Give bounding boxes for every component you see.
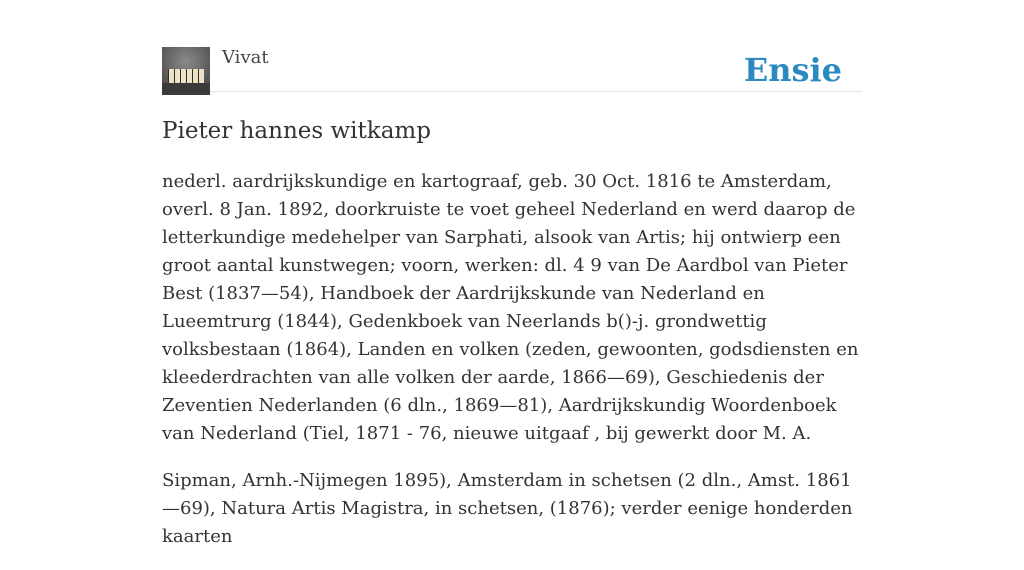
- article-title: Pieter hannes witkamp: [162, 118, 431, 144]
- article-paragraph: Sipman, Arnh.-Nijmegen 1895), Amsterdam in schetsen (2 dln., Amst. 1861—69), Natura Artis Magistra, in schetsen, (1876); verder eenige honderden kaarten: [162, 470, 853, 547]
- header: [162, 45, 862, 92]
- article-paragraph: nederl. aardrijkskundige en kartograaf, geb. 30 Oct. 1816 te Amsterdam, overl. 8 Jan. 1892, doorkruiste te voet geheel Nederland en werd daarop de letterkundige medehelper van Sarphati, alsook van Artis; hij ontwierp een groot aantal kunstwegen; voorn, werken: dl. 4 9 van De Aardbol van Pieter Best (1837—54), Handboek der Aardrijkskunde van Nederland en Lueemtrurg (1844), Gedenkboek van Neerlands b()-j. grondwettig volksbestaan (1864), Landen en volken (zeden, gewoonten, godsdiensten en kleederdrachten van alle volken der aarde, 1866—69), Geschiedenis der Zeventien Nederlanden (6 dln., 1869—81), Aardrijkskundig Woordenboek van Nederland (Tiel, 1871 - 76, nieuwe uitgaaf , bij gewerkt door M. A.: [162, 171, 859, 444]
- book-spine: [198, 69, 204, 83]
- author-avatar[interactable]: [162, 47, 210, 95]
- brand-logo[interactable]: Ensie: [743, 51, 842, 89]
- shelf-base: [162, 83, 210, 95]
- article-body: [162, 168, 867, 570]
- author-name[interactable]: Vivat: [222, 47, 269, 68]
